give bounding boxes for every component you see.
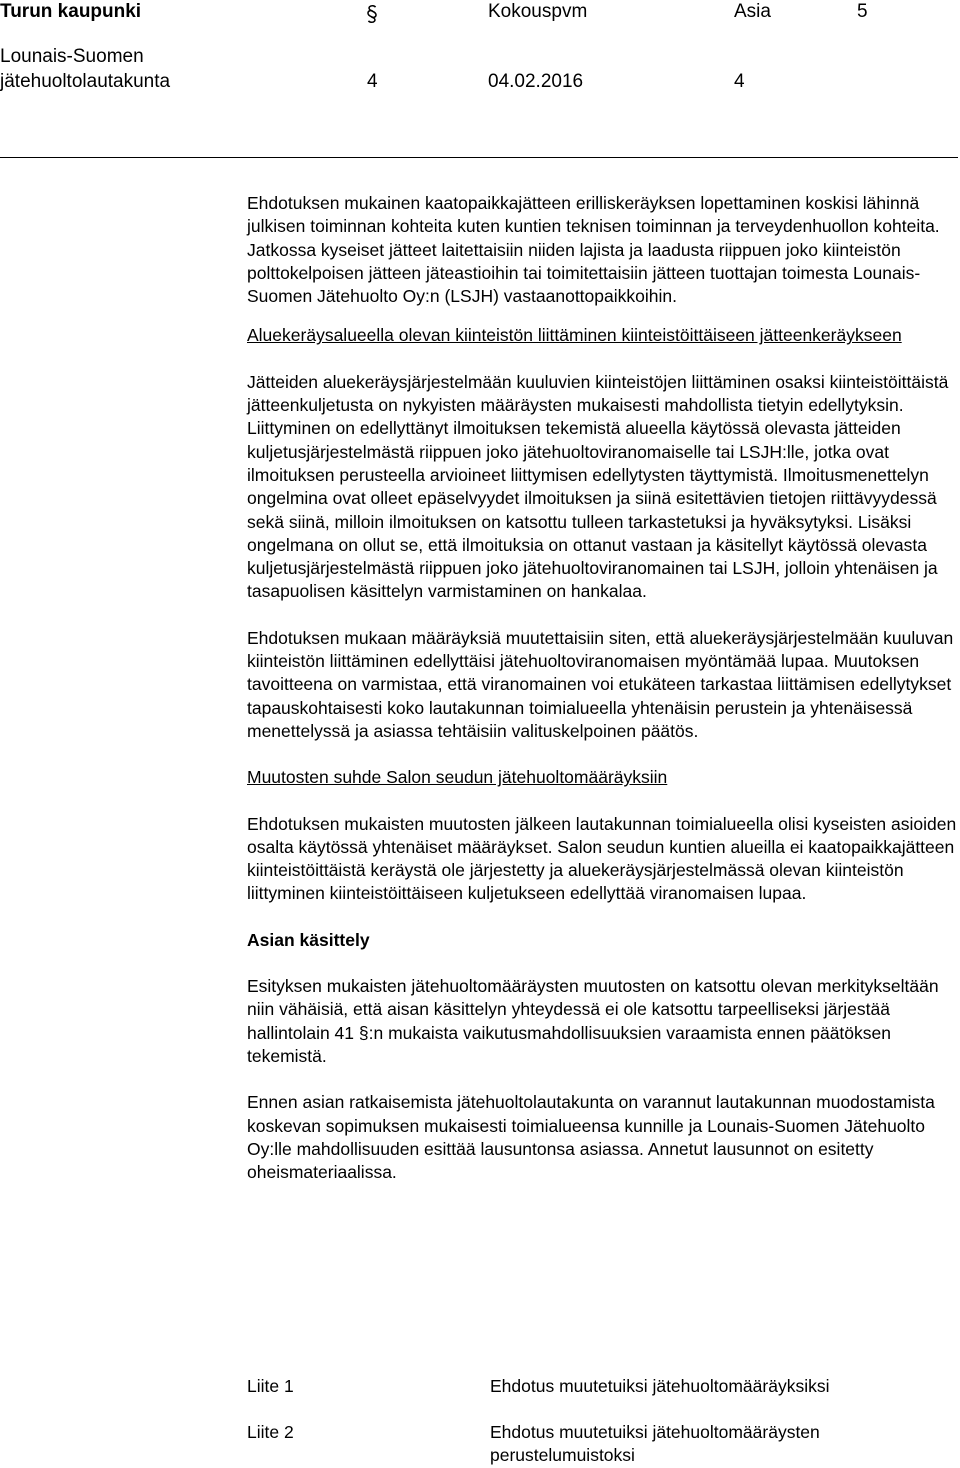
body-paragraph: Ennen asian ratkaisemista jätehuoltolautakunta on varannut lautakunnan muodostamista koskevan sopimuksen mukaisesti toimialueensa kunnille ja Lounais-Suomen Jätehuolto Oy:lle mahdollisuuden esittää lausuntonsa asiassa. Annetut lausunnot on esitetty oheismateriaalissa.: [247, 1092, 935, 1183]
attachment-label: Liite 2: [247, 1422, 294, 1442]
item-label: Asia: [734, 1, 771, 22]
page-number: 5: [857, 1, 868, 22]
attachment-title: Ehdotus muutetuiksi jätehuoltomääräyksiksi: [490, 1376, 830, 1396]
committee-name-line2: jätehuoltolautakunta: [0, 71, 171, 92]
item-number: 4: [734, 71, 745, 92]
section-heading-bold: Asian käsittely: [247, 929, 370, 950]
meeting-number: 4: [367, 71, 378, 92]
meeting-date-label: Kokouspvm: [488, 1, 588, 22]
body-paragraph: Ehdotuksen mukaan määräyksiä muutettaisiin siten, että aluekeräysjärjestelmään kuuluvan kiinteistön liittäminen edellyttäisi jätehuoltoviranomaisen myöntämää lupaa. Muutoksen tavoitteena on varmistaa, että viranomainen voi etukäteen tarkastaa liittämisen edellytykset tapauskohtaisesti koko lautakunnan toimialueella yhtenäisin perustein ja yhtenäisessä menettelyssä ja asiassa tehtäisiin valituskelpoinen päätös.: [247, 627, 954, 741]
attachment-title: Ehdotus muutetuiksi jätehuoltomääräysten perustelumuistoksi: [490, 1422, 820, 1466]
body-paragraph: Esityksen mukaisten jätehuoltomääräysten muutosten on katsottu olevan merkitykseltään niin vähäisiä, että aisan käsittelyn yhteydessä ei ole katsottu tarpeelliseksi järjestää hallintolain 41 §:n mukaista vaikutusmahdollisuuksien varaamista ennen päätöksen tekemistä.: [247, 976, 939, 1066]
body-paragraph: Ehdotuksen mukaisten muutosten jälkeen lautakunnan toimialueella olisi kyseisten asioiden osalta käytössä yhtenäiset määräykset. Salon seudun kuntien alueilla ei kaatopaikkajätteen kiinteistöittäistä keräystä ole järjestetty ja aluekeräysjärjestelmässä olevan kiinteistön liittyminen kiinteistöittäiseen kuljetukseen edellyttää viranomaisen lupaa.: [247, 813, 957, 904]
body-paragraph: Ehdotuksen mukainen kaatopaikkajätteen erilliskeräyksen lopettaminen koskisi lähinnä julkisen toiminnan kohteita kuten kuntien teknisen toiminnan ja terveydenhuollon kohteita. Jatkossa kyseiset jätteet laitettaisiin niiden lajista ja laadusta riippuen joko kiinteistön polttokelpoisen jätteen jäteastioihin tai toimitettaisiin jätteen tuottajan toimesta Lounais-Suomen Jätehuolto Oy:n (LSJH) vastaanottopaikkoihin.: [247, 193, 940, 307]
section-heading: Muutosten suhde Salon seudun jätehuoltomääräyksiin: [247, 767, 668, 788]
organization-name: Turun kaupunki: [0, 1, 142, 22]
committee-name-line1: Lounais-Suomen: [0, 46, 144, 67]
body-paragraph: Jätteiden aluekeräysjärjestelmään kuuluvien kiinteistöjen liittäminen osaksi kiinteistöittäistä jätteenkuljetusta on nykyisten määräysten mukaisesti mahdollista tietyin edellytyksin. Liittyminen on edellyttänyt ilmoituksen tekemistä alueella käytössä olevasta jätteiden kuljetusjärjestelmästä riippuen joko jätehuoltoviranomaiselle tai LSJH:lle, jotka ovat ilmoituksen perusteella arvioineet liittymisen edellytysten täyttymistä. Ilmoitusmenettelyn ongelmina ovat olleet epäselvyydet ilmoituksen ja siinä esitettävien tietojen riittävyydessä sekä siinä, milloin ilmoituksen on katsottu tulleen tarkastetuksi ja hyväksytyksi. Lisäksi ongelmana on ollut se, että ilmoituksia on ottanut vastaan ja käsitellyt käytössä olevasta kuljetusjärjestelmästä riippuen joko jätehuoltoviranomainen tai LSJH, jolloin yhtenäisen ja tasapuolisen käsittelyn varmistaminen on hankalaa.: [247, 371, 949, 602]
header-divider: [0, 157, 958, 158]
meeting-date: 04.02.2016: [488, 71, 584, 92]
section-heading: Aluekeräysalueella olevan kiinteistön liittäminen kiinteistöittäiseen jätteenkeräykseen: [247, 325, 902, 346]
attachment-label: Liite 1: [247, 1376, 294, 1396]
document-body: [247, 192, 957, 1184]
section-sign-icon: [364, 4, 380, 24]
